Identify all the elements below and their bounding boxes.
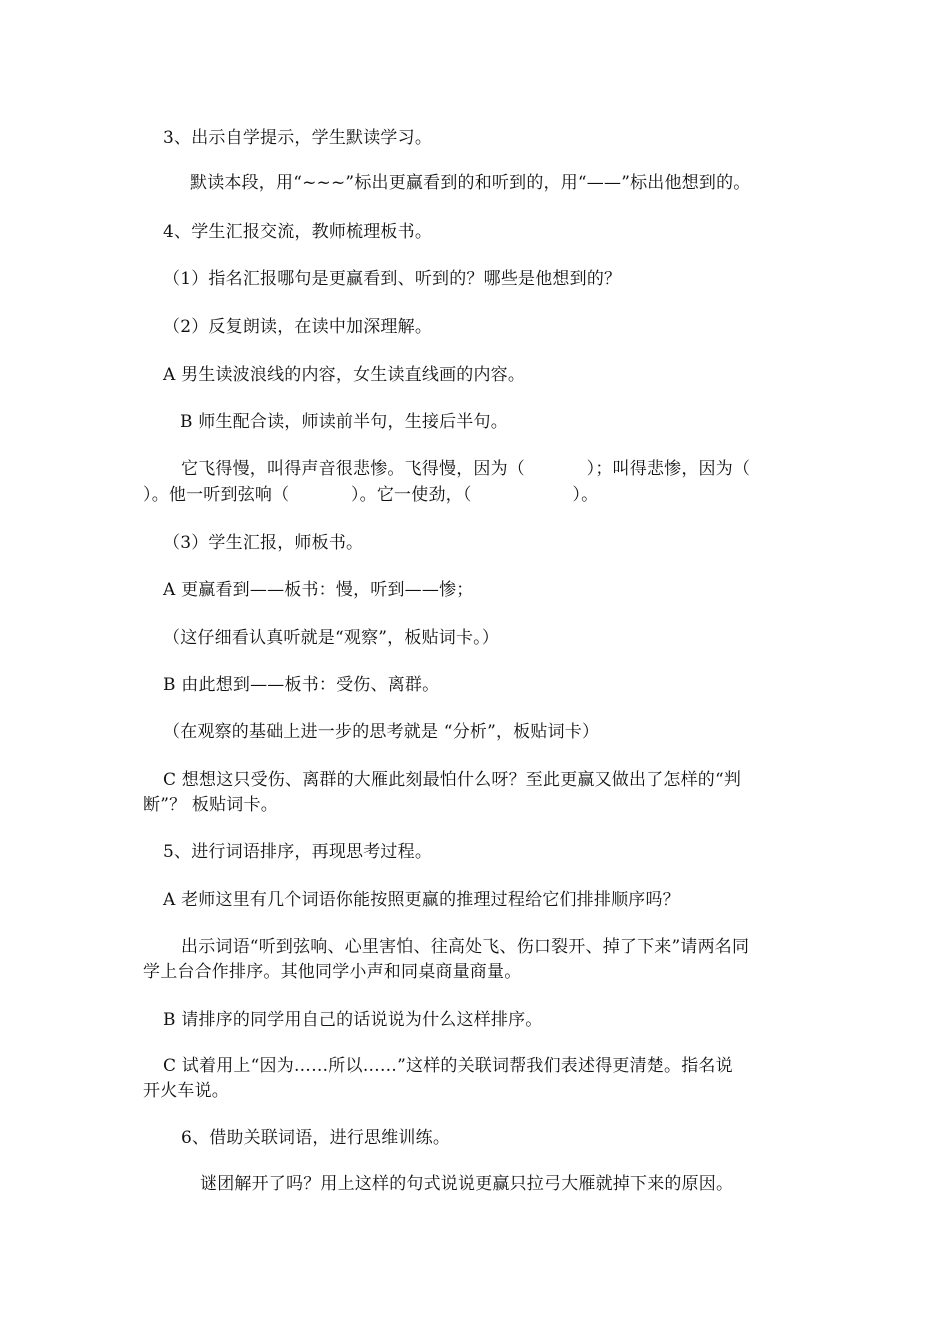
item-a-board: A 更赢看到——板书：慢，听到——惨；: [163, 580, 474, 600]
word-list-line-1: 出示词语“听到弦响、心里害怕、往高处飞、伤口裂开、掉了下来”请两名同: [181, 937, 750, 957]
item-c-sort-line-2: 开火车说。: [143, 1081, 229, 1101]
substep-3: （3）学生汇报，师板书。: [163, 533, 364, 553]
observation-note: （这仔细看认真听就是“观察”，板贴词卡。）: [163, 628, 500, 648]
item-a-reading: A 男生读波浪线的内容，女生读直线画的内容。: [163, 365, 526, 385]
step-3-heading: 3、出示自学提示，学生默读学习。: [163, 128, 433, 148]
step-5-heading: 5、进行词语排序，再现思考过程。: [163, 842, 433, 862]
step-6-heading: 6、借助关联词语，进行思维训练。: [181, 1128, 451, 1148]
fill-in-line-2: ）。他一听到弦响（ ）。它一使劲，（ ）。: [143, 485, 599, 505]
analysis-note: （在观察的基础上进一步的思考就是 “分析”，板贴词卡）: [163, 722, 600, 742]
item-b-sort: B 请排序的同学用自己的话说说为什么这样排序。: [163, 1010, 543, 1030]
item-a-sort: A 老师这里有几个词语你能按照更赢的推理过程给它们排排顺序吗？: [163, 890, 680, 910]
substep-1: （1）指名汇报哪句是更赢看到、听到的？哪些是他想到的？: [163, 269, 622, 289]
reading-instruction: 默读本段，用“~~~”标出更赢看到的和听到的，用“——”标出他想到的。: [190, 173, 751, 193]
item-b-board: B 由此想到——板书：受伤、离群。: [163, 675, 440, 695]
item-c-line-1: C 想想这只受伤、离群的大雁此刻最怕什么呀？至此更赢又做出了怎样的“判: [163, 770, 742, 790]
word-list-line-2: 学上台合作排序。其他同学小声和同桌商量商量。: [143, 962, 522, 982]
item-b-reading: B 师生配合读，师读前半句，生接后半句。: [180, 412, 508, 432]
item-c-line-2: 断”？ 板贴词卡。: [143, 795, 278, 815]
substep-2: （2）反复朗读，在读中加深理解。: [163, 317, 433, 337]
step-4-heading: 4、学生汇报交流，教师梳理板书。: [163, 222, 433, 242]
closing-question: 谜团解开了吗？用上这样的句式说说更赢只拉弓大雁就掉下来的原因。: [200, 1174, 734, 1194]
item-c-sort-line-1: C 试着用上“因为……所以……”这样的关联词帮我们表述得更清楚。指名说: [163, 1056, 733, 1076]
fill-in-line-1: 它飞得慢，叫得声音很悲惨。飞得慢，因为（ ）；叫得悲惨，因为（: [181, 459, 751, 479]
